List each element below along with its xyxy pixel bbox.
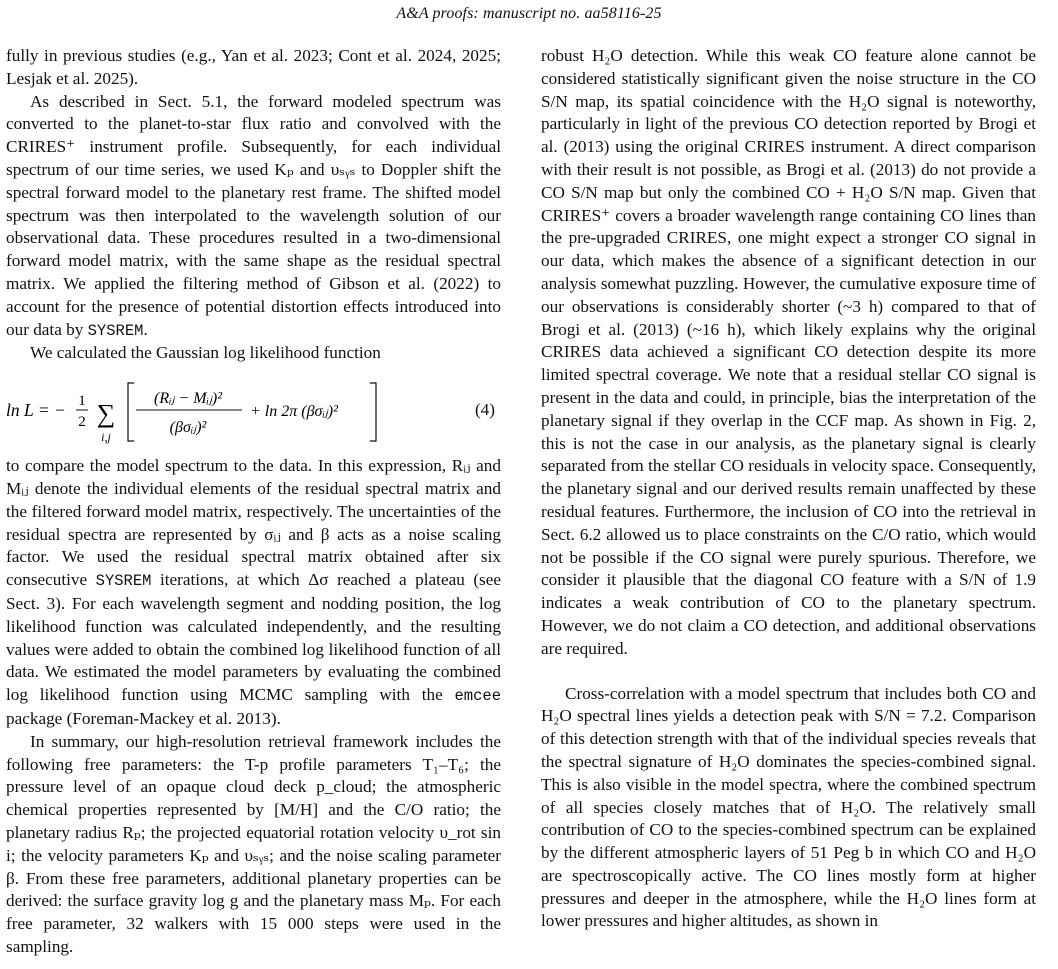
eq-frac-den: 2: [78, 414, 86, 431]
code-sysrem: SYSREM: [95, 572, 152, 591]
code-emcee: emcee: [454, 687, 501, 706]
paragraph-forward-model: [6, 91, 501, 343]
paragraph-text: robust H₂O detection. While this weak CO feature alone cannot be considered statistically significant given the noise structure in the CO S/N map, its spatial coincidence with the H₂O signal is noteworthy, particularly in light of the previous CO detection reported by Brogi et al. (2013) using the original CRIRES instrument. A direct comparison with their result is not possible, as Brogi et al. (2013) do not provide a CO S/N map but only the combined CO + H₂O S/N map. Given that CRIRES⁺ covers a broader wavelength range containing CO lines than the pre-upgraded CRIRES, one might expect a stronger CO signal in our data, which makes the absence of a significant detection in our analysis somewhat puzzling. However, the cumulative exposure time of our observations is considerably shorter (~3 h) compared to that of Brogi et al. (2013) (~16 h), which likely explains why the original CRIRES data achieved a significant CO detection despite its more limited spectral coverage. We note that a residual stellar CO signal is present in the data and could, in principle, bias the interpretation of the planetary signal if they overlap in the CCF map. As shown in Fig. 2, this is not the case in our analysis, as the planetary signal is clearly separated from the stellar CO residuals in velocity space. Consequently, the planetary signal and our derived results remain unaffected by these residual features. Furthermore, the inclusion of CO into the retrieval in Sect. 6.2 allowed us to place constraints on the C/O ratio, which would not be possible if the CO signal were purely spurious. Therefore, we consider it plausible that the diagonal CO feature with a S/N of 1.9 indicates a weak contribution of CO to the planetary spectrum. However, we do not claim a CO detection, and additional observations are required.: [541, 46, 1036, 658]
paragraph-text: In summary, our high-resolution retrieval framework includes the following free parameters: the T-p profile parameters T₁–T₆; the pressure level of an opaque cloud deck p_cloud; the atmospheric chemical properties represented by [M/H] and the C/O ratio; the planetary radius Rₚ; the projected equatorial rotation velocity υ_rot sin i; the velocity parameters Kₚ and υₛᵧₛ; and the noise scaling parameter β. From these free parameters, additional planetary properties can be derived: the surface gravity log g and the planetary mass Mₚ. For each free parameter, 32 walkers with 15 000 steps were used in the sampling.: [6, 731, 501, 956]
equation-number: (4): [474, 400, 495, 420]
paragraph-likelihood-intro: [6, 342, 501, 365]
eq-sum-index: i,j: [101, 430, 111, 445]
paragraph-text: iterations, at which Δσ reached a plateau (see Sect. 3). For each wavelength segment and nodding position, the log likelihood function was calculated independently, and the resulting values were added to obtain the combined log likelihood function of all data. We estimated the model parameters by evaluating the combined log likelihood function using MCMC sampling with the: [6, 570, 501, 705]
eq-bracket-left: [128, 383, 134, 441]
paragraph-text: Cross-correlation with a model spectrum that includes both CO and H₂O spectral lines yields a detection peak with S/N = 7.2. Comparison of this detection strength with that of the individual species reveals that the spectral signature of H₂O dominates the species-combined signal. This is also visible in the model spectra, where the combined spectrum of all species closely matches that of H₂O. The relatively small contribution of CO to the species-combined spectrum can be explained by the different atmospheric layers of 51 Peg b in which CO and H₂O are spectroscopically active. The CO lines mostly form at higher pressures and deeper in the atmosphere, while the H₂O lines form at lower pressures and higher altitudes, as shown in: [541, 683, 1036, 931]
paragraph-text: We calculated the Gaussian log likelihood function: [30, 343, 381, 363]
paragraph-likelihood-explained: [6, 455, 501, 731]
eq-sum: ∑: [96, 399, 116, 429]
paragraph-text: package (Foreman-Mackey et al. 2013).: [6, 708, 281, 728]
right-column: [541, 45, 1036, 933]
eq-denominator: (βσᵢⱼ)²: [169, 419, 207, 437]
left-column: [6, 45, 501, 959]
paragraph-text: fully in previous studies (e.g., Yan et al. 2023; Cont et al. 2024, 2025; Lesjak et al. 2025).: [6, 46, 501, 88]
eq-tail: + ln 2π (βσᵢⱼ)²: [250, 403, 338, 421]
paragraph-text: to compare the model spectrum to the data. In this expression, Rᵢⱼ and Mᵢⱼ denote the individual elements of the residual spectral matrix and the filtered forward model matrix, respectively. The uncertainties of the residual spectra are represented by σᵢⱼ and β acts as a noise scaling factor. We used the residual spectral matrix obtained after six consecutive: [6, 456, 501, 590]
eq-numerator: (Rᵢⱼ − Mᵢⱼ)²: [153, 390, 223, 408]
code-sysrem: SYSREM: [87, 321, 144, 340]
paragraph-cross-correlation: [541, 683, 1036, 934]
paragraph-text: .: [143, 319, 148, 339]
equation-formula: [6, 379, 446, 449]
paragraph-co-feature: [541, 45, 1036, 661]
paragraph-intro: [6, 45, 501, 91]
eq-lhs: ln L = −: [6, 400, 66, 421]
eq-bracket-right: [370, 383, 376, 441]
running-header: A&A proofs: manuscript no. aa58116-25: [396, 5, 662, 22]
equation-4: [6, 375, 501, 445]
eq-frac-num: 1: [78, 393, 86, 410]
paragraph-summary: [6, 731, 501, 959]
paragraph-text: As described in Sect. 5.1, the forward modeled spectrum was converted to the planet-to-star flux ratio and convolved with the CRIRES⁺ instrument profile. Subsequently, for each individual spectrum of our time series, we used Kₚ and υₛᵧₛ to Doppler shift the spectral forward model to the planetary rest frame. The shifted model spectrum was then interpolated to the wavelength solution of our observational data. These procedures resulted in a two-dimensional forward model matrix, with the same shape as the residual spectral matrix. We applied the filtering method of Gibson et al. (2022) to account for the presence of potential distortion effects introduced into our data by: [6, 91, 501, 339]
